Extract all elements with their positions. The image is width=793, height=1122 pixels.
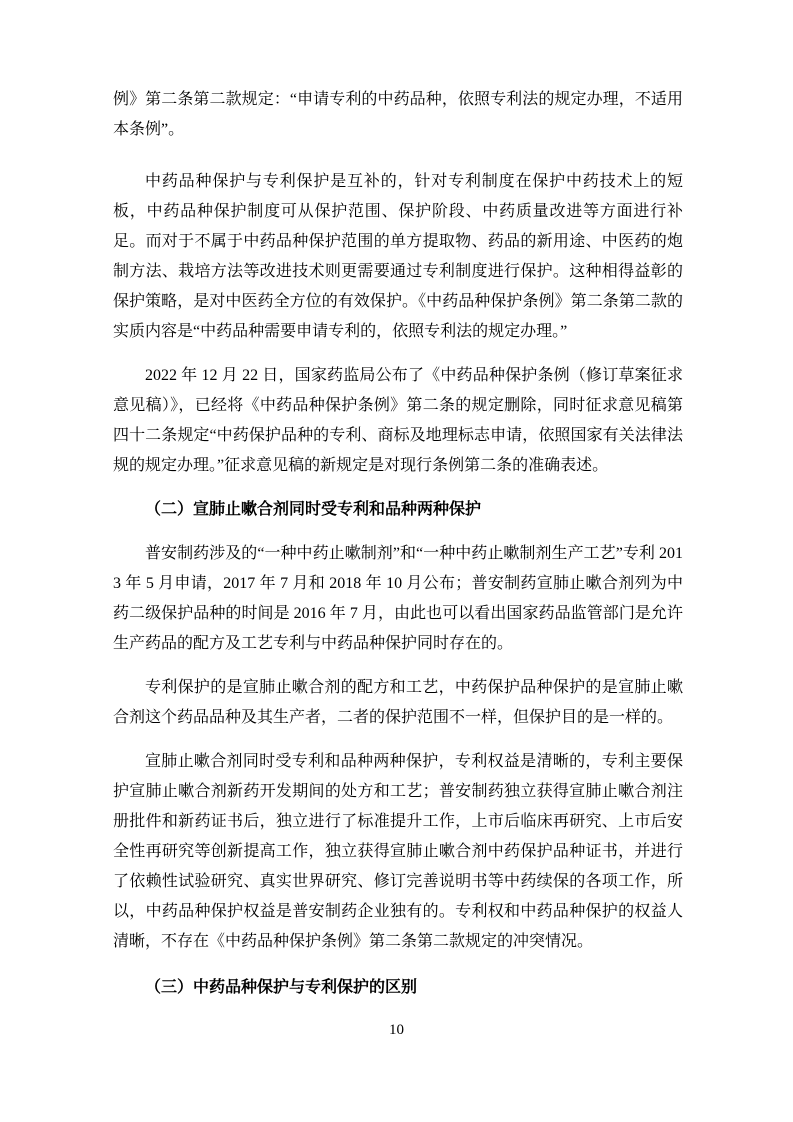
body-paragraph: 专利保护的是宣肺止嗽合剂的配方和工艺，中药保护品种保护的是宣肺止嗽合剂这个药品品种及其生产者，二者的保护范围不一样，但保护目的是一样的。 (113, 679, 683, 726)
body-paragraph: 中药品种保护与专利保护是互补的，针对专利制度在保护中药技术上的短板，中药品种保护制度可从保护范围、保护阶段、中药质量改进等方面进行补足。而对于不属于中药品种保护范围的单方提取物、药品的新用途、中医药的炮制方法、栽培方法等改进技术则更需要通过专利制度进行保护。这种相得益彰的保护策略，是对中医药全方位的有效保护。《中药品种保护条例》第二条第二款的实质内容是“中药品种需要申请专利的，依照专利法的规定办理。” (113, 173, 683, 340)
body-paragraph: 宣肺止嗽合剂同时受专利和品种两种保护，专利权益是清晰的，专利主要保护宣肺止嗽合剂新药开发期间的处方和工艺；普安制药独立获得宣肺止嗽合剂注册批件和新药证书后，独立进行了标准提升工作，上市后临床再研究、上市后安全性再研究等创新提高工作，独立获得宣肺止嗽合剂中药保护品种证书，并进行了依赖性试验研究、真实世界研究、修订完善说明书等中药续保的各项工作，所以，中药品种保护权益是普安制药企业独有的。专利权和中药品种保护的权益人清晰，不存在《中药品种保护条例》第二条第二款规定的冲突情况。 (113, 753, 683, 950)
body-paragraph: 普安制药涉及的“一种中药止嗽制剂”和“一种中药止嗽制剂生产工艺”专利 2013 年 5 月申请，2017 年 7 月和 2018 年 10 月公布；普安制药宣肺止嗽合剂列为中药二级保护品种的时间是 2016 年 7 月，由此也可以看出国家药品监管部门是允许生产药品的配方及工艺专利与中药品种保护同时存在的。 (113, 545, 683, 652)
page-number: 10 (389, 1022, 404, 1038)
body-paragraph: 2022 年 12 月 22 日，国家药监局公布了《中药品种保护条例（修订草案征求意见稿）》，已经将《中药品种保护条例》第二条的规定删除，同时征求意见稿第四十二条规定“中药保护品种的专利、商标及地理标志申请，依照国家有关法律法规的规定办理。”征求意见稿的新规定是对现行条例第二条的准确表述。 (113, 367, 683, 474)
section-heading-2: （二）宣肺止嗽合剂同时受专利和品种两种保护 (145, 501, 482, 518)
body-paragraph-continuation: 例》第二条第二款规定：“申请专利的中药品种，依照专利法的规定办理，不适用本条例”。 (113, 91, 683, 138)
section-heading-3: （三）中药品种保护与专利保护的区别 (145, 979, 418, 996)
